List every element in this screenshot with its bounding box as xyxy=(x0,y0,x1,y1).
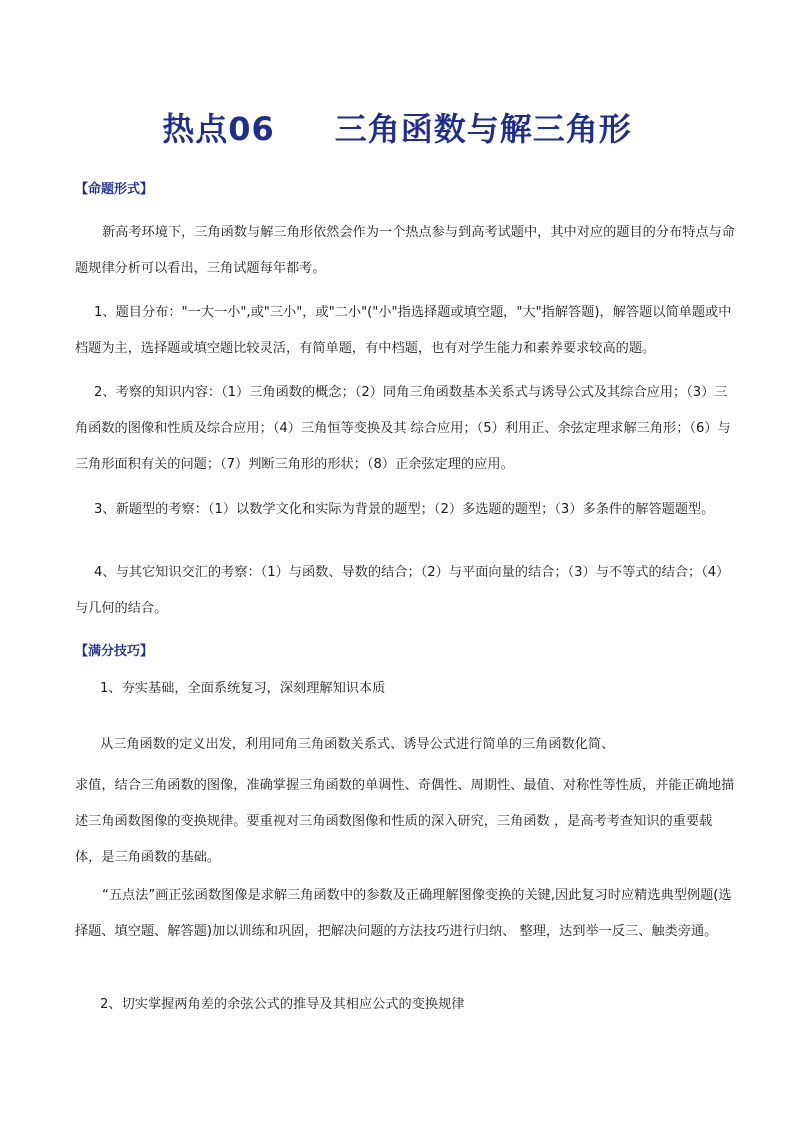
item-knowledge-content: 2、考察的知识内容：（1）三角函数的概念；（2）同角三角函数基本关系式与诱导公式及其综合应用；（3）三角函数的图像和性质及综合应用；（4）三角恒等变换及其 综合应用；（5）利用正、余弦定理求解三角形；（6）与三角形面积有关的问题；（7）判断三角形的形状；（8）正余弦定理的应用。 xyxy=(75,385,731,472)
item-cross-knowledge: 4、与其它知识交汇的考察：（1）与函数、导数的结合；（2）与平面向量的结合；（3）与不等式的结合；（4）与几何的结合。 xyxy=(75,565,730,616)
title-topic-number: 热点06 xyxy=(162,110,275,148)
tip-1-first-line: 从三角函数的定义出发，利用同角三角函数关系式、诱导公式进行简单的三角函数化简、 xyxy=(100,737,615,752)
section-heading-question-format: 【命题形式】 xyxy=(75,182,154,197)
title-topic-name: 三角函数与解三角形 xyxy=(334,110,632,148)
item-question-distribution: 1、题目分布："一大一小",或"三小"，或"二小"("小"指选择题或填空题，"大"指解答题)，解答题以简单题或中档题为主，选择题或填空题比较灵活，有简单题，有中档题，也有对学生能力和素养要求较高的题。 xyxy=(75,305,732,356)
tip-1-five-point-paragraph: “五点法”画正弦函数图像是求解三角函数中的参数及正确理解图像变换的关键,因此复习时应精选典型例题(选择题、填空题、解答题)加以训练和巩固，把解决问题的方法技巧进行归纳、 整理，达到举一反三、触类旁通。 xyxy=(75,888,732,939)
item-new-question-types: 3、新题型的考察：（1）以数学文化和实际为背景的题型；（2）多选题的题型；（3）多条件的解答题题型。 xyxy=(94,502,715,517)
section-heading-full-score-tips: 【满分技巧】 xyxy=(75,644,154,659)
tip-1-title: 1、夯实基础，全面系统复习，深刻理解知识本质 xyxy=(100,681,386,696)
intro-paragraph: 新高考环境下，三角函数与解三角形依然会作为一个热点参与到高考试题中，其中对应的题目的分布特点与命题规律分析可以看出，三角试题每年都考。 xyxy=(75,225,735,276)
page-title xyxy=(0,104,794,150)
tip-2-title: 2、切实掌握两角差的余弦公式的推导及其相应公式的变换规律 xyxy=(100,997,465,1012)
tip-1-paragraph: 求值，结合三角函数的图像，准确掌握三角函数的单调性、奇偶性、周期性、最值、对称性等性质，并能正确地描述三角函数图像的变换规律。要重视对三角函数图像和性质的深入研究，三角函数 ，是高考考查知识的重要载体，是三角函数的基础。 xyxy=(75,778,735,865)
